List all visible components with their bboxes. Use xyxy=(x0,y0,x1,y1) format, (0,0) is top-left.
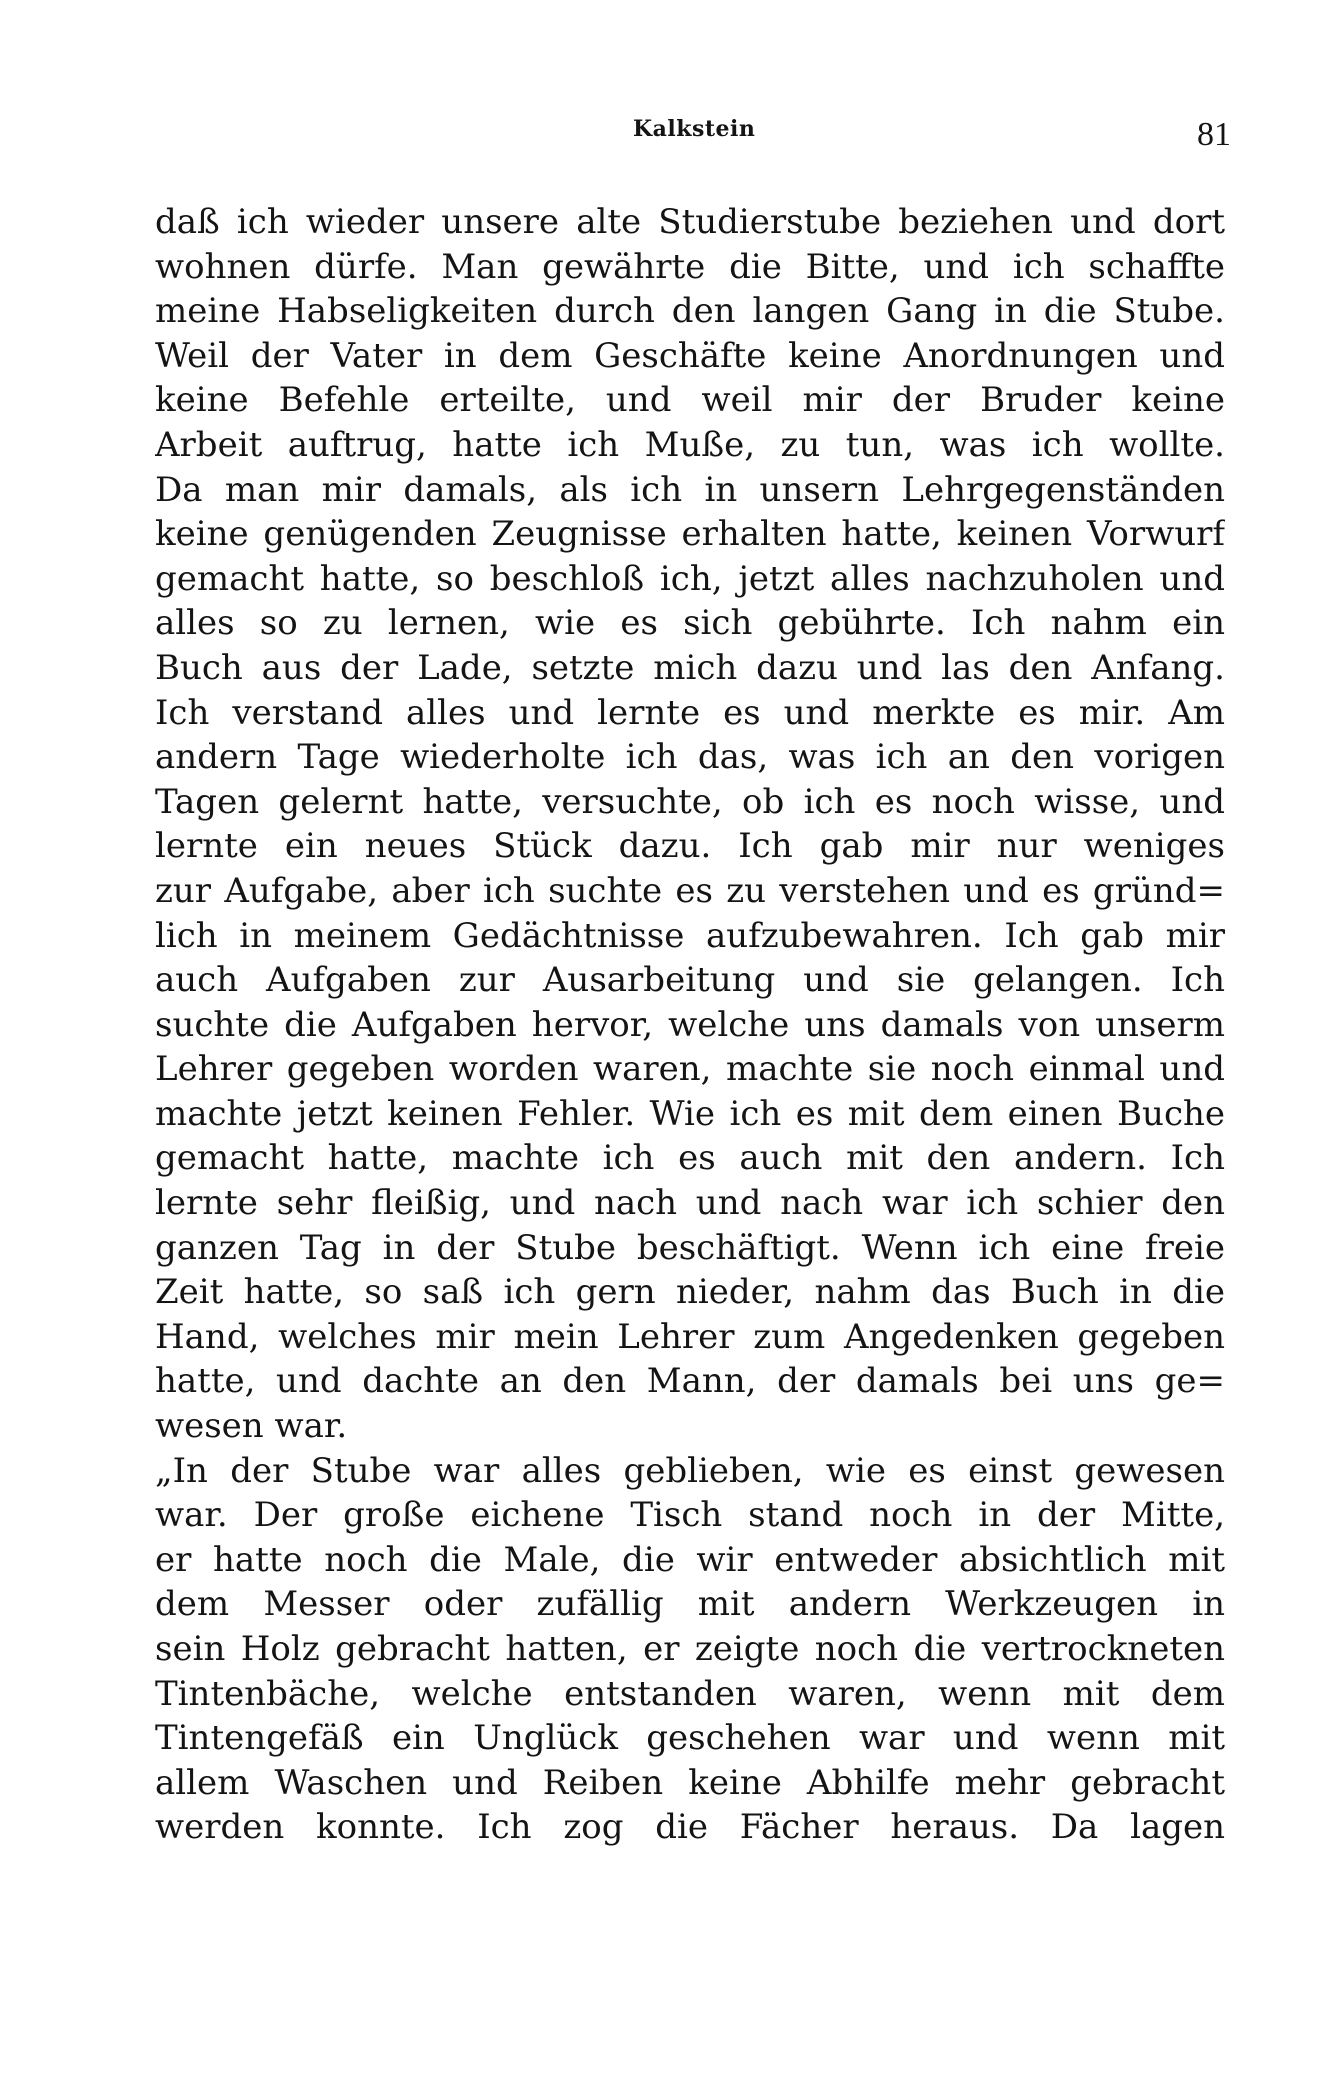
text-line: „In der Stube war alles geblieben, wie es einst gewesen xyxy=(155,1450,1225,1491)
text-line: Tagen gelernt hatte, versuchte, ob ich es noch wisse, und xyxy=(155,781,1225,822)
body-text xyxy=(155,200,1225,1850)
text-line: lernte ein neues Stück dazu. Ich gab mir nur weniges xyxy=(155,826,1225,867)
text-line: sein Holz gebracht hatten, er zeigte noch die vertrockneten xyxy=(155,1629,1225,1669)
text-line: Zeit hatte, so saß ich gern nieder, nahm das Buch in die xyxy=(155,1272,1225,1313)
page-number: 81 xyxy=(1197,116,1231,153)
text-line: lich in meinem Gedächtnisse aufzubewahren. Ich gab mir xyxy=(155,915,1225,956)
text-line: alles so zu lernen, wie es sich gebührte. Ich nahm ein xyxy=(155,603,1225,644)
text-line: Da man mir damals, als ich in unsern Lehrgegenständen xyxy=(155,469,1225,510)
text-line: Tintenbäche, welche entstanden waren, wenn mit dem xyxy=(155,1673,1225,1714)
text-line: werden konnte. Ich zog die Fächer heraus. Da lagen xyxy=(155,1807,1225,1848)
text-line: andern Tage wiederholte ich das, was ich an den vorigen xyxy=(155,737,1225,778)
text-line: Tintengefäß ein Unglück geschehen war und wenn mit xyxy=(155,1718,1225,1759)
text-line: er hatte noch die Male, die wir entweder absichtlich mit xyxy=(155,1539,1225,1580)
text-line: daß ich wieder unsere alte Studierstube beziehen und dort xyxy=(155,202,1225,242)
paragraph-end-line: wesen war. xyxy=(155,1406,348,1447)
text-line: suchte die Aufgaben hervor, welche uns damals von unserm xyxy=(155,1004,1225,1045)
text-line: Ich verstand alles und lernte es und merkte es mir. Am xyxy=(155,692,1225,733)
text-line: lernte sehr fleißig, und nach und nach war ich schier den xyxy=(155,1183,1225,1224)
text-line: Hand, welches mir mein Lehrer zum Angedenken gegeben xyxy=(155,1316,1225,1357)
text-line: gemacht hatte, machte ich es auch mit den andern. Ich xyxy=(155,1138,1225,1179)
text-line: hatte, und dachte an den Mann, der damals bei uns ge= xyxy=(155,1361,1225,1402)
text-line: auch Aufgaben zur Ausarbeitung und sie gelangen. Ich xyxy=(155,960,1225,1001)
text-line: Lehrer gegeben worden waren, machte sie noch einmal und xyxy=(155,1049,1225,1090)
text-line: dem Messer oder zufällig mit andern Werkzeugen in xyxy=(155,1584,1225,1625)
text-line: machte jetzt keinen Fehler. Wie ich es mit dem einen Buche xyxy=(155,1093,1225,1134)
text-line: Buch aus der Lade, setzte mich dazu und las den Anfang. xyxy=(155,647,1225,688)
text-line: Arbeit auftrug, hatte ich Muße, zu tun, was ich wollte. xyxy=(155,424,1225,465)
text-line: keine genügenden Zeugnisse erhalten hatte, keinen Vorwurf xyxy=(155,514,1225,555)
text-line: allem Waschen und Reiben keine Abhilfe mehr gebracht xyxy=(155,1762,1225,1803)
text-line: keine Befehle erteilte, und weil mir der Bruder keine xyxy=(155,380,1225,421)
text-line: ganzen Tag in der Stube beschäftigt. Wenn ich eine freie xyxy=(155,1227,1225,1268)
text-line: gemacht hatte, so beschloß ich, jetzt alles nachzuholen und xyxy=(155,558,1225,599)
text-line: zur Aufgabe, aber ich suchte es zu verstehen und es gründ= xyxy=(155,870,1225,911)
text-line: meine Habseligkeiten durch den langen Gang in die Stube. xyxy=(155,291,1225,332)
running-header-title: Kalkstein xyxy=(633,116,756,142)
text-line: wohnen dürfe. Man gewährte die Bitte, und ich schaffte xyxy=(155,246,1225,287)
text-line: Weil der Vater in dem Geschäfte keine Anordnungen und xyxy=(155,335,1225,376)
text-line: war. Der große eichene Tisch stand noch in der Mitte, xyxy=(155,1495,1225,1536)
